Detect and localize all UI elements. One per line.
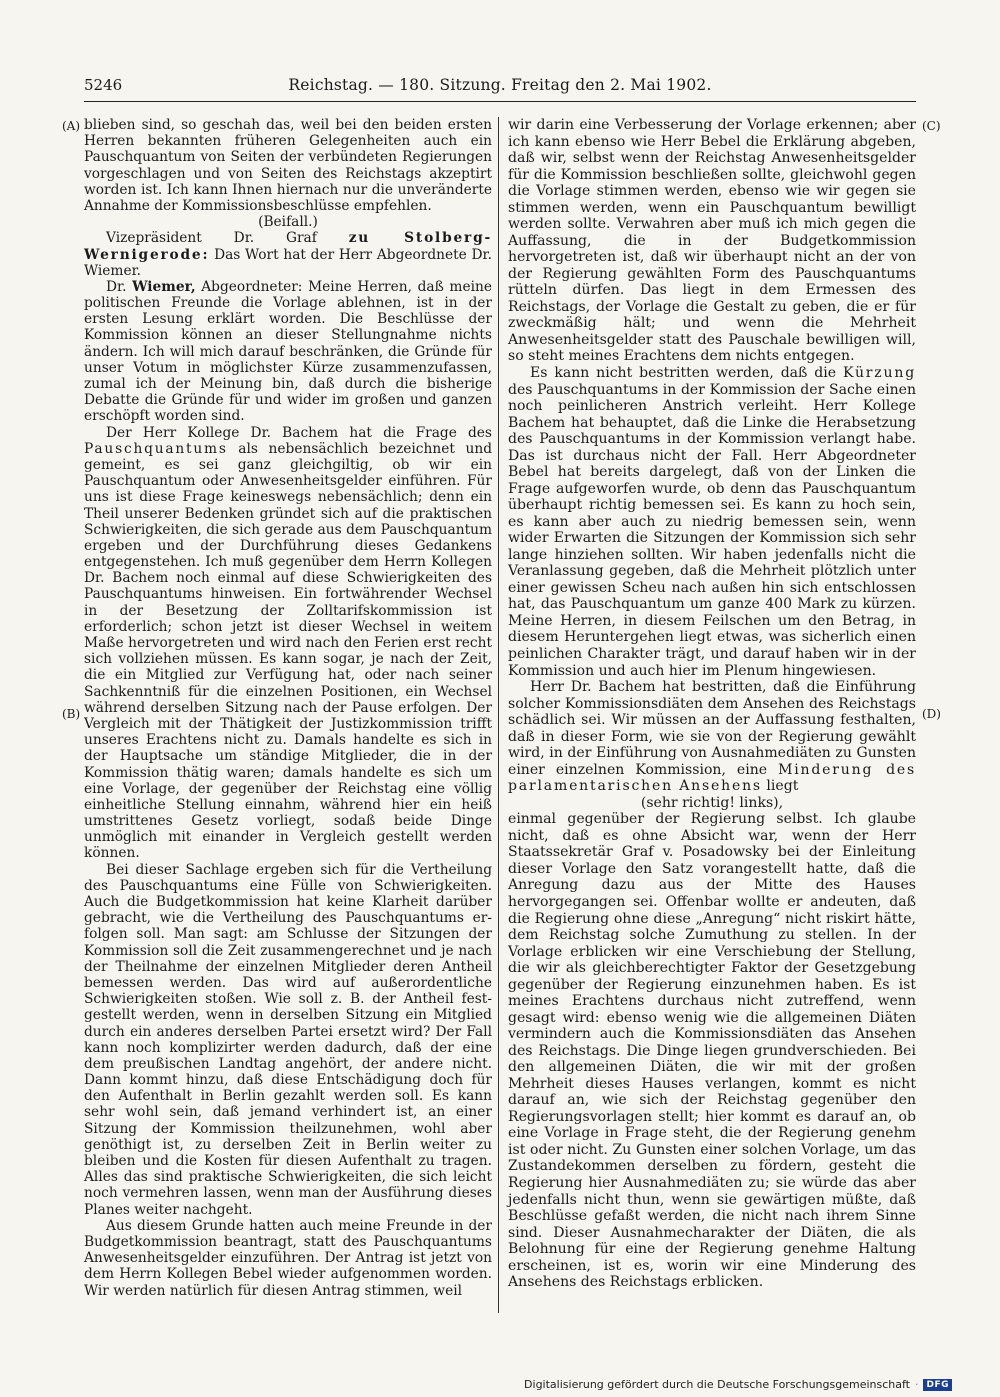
right-column	[508, 117, 916, 1291]
column-divider	[498, 117, 499, 1313]
interjection: (Beifall.)	[258, 214, 318, 231]
speaker-name: zu Stolberg-Wernigerode:	[84, 230, 492, 263]
footer-text: Digitalisierung gefördert durch die Deutsche Forschungsgemeinschaft	[524, 1378, 910, 1391]
paragraph: blieben sind, so geschah das, weil bei den beiden ersten Herren bekannten früheren Gelegenheiten auch ein Pauschquantum von Seiten der verbündeten Regierungen vorgeschlagen und von Seiten des Reichstags akzeptirt worden ist. Ich kann Ihnen hiernach nur die unveränderte Annahme der Kommissionsbeschlüsse empfehlen.	[84, 117, 492, 214]
paragraph: Es kann nicht bestritten werden, daß die Kürzung des Pauschquantums in der Kommission der Sache einen noch peinlicheren Anstrich verleiht. Herr Kollege Bachem hat behauptet, daß die Linke die Herabsetzung des Pauschquantums in der Kommission verlangt habe. Das ist durchaus nicht der Fall. Herr Abgeordneter Bebel hat bereits dargelegt, daß von der Linken die Frage aufgeworfen wurde, ob denn das Pauschquantum überhaupt richtig bemessen sei. Es kann zu hoch sein, es kann aber auch zu niedrig bemessen sein, wenn wider Erwarten die Sitzungen der Kommission sich sehr lange hinziehen sollten. Wir haben jedenfalls nicht die Veranlassung gegeben, daß die Mehrheit plötzlich unter einer gewissen Scheu nach außen hin sich entschlossen hat, das Pauschquantum um ganze 400 Mark zu kürzen. Meine Herren, in diesem Feilschen um den Betrag, in diesem Heruntergehen liegt etwas, was sicherlich einen peinlichen Charakter trägt, und darauf haben wir in der Kommission und auch hier im Plenum hingewiesen.	[508, 364, 916, 679]
header-rule	[84, 101, 916, 102]
paragraph: Aus diesem Grunde hatten auch meine Freunde in der Budgetkommission beantragt, statt des Pauschquantums Anwesenheitsgelder einzuführen. Der Antrag ist jetzt von dem Herrn Kollegen Bebel wieder aufgenommen worden. Wir werden natürlich für diesen Antrag stimmen, weil	[84, 1217, 492, 1299]
speaker-name: Wiemer,	[132, 278, 196, 295]
paragraph: wir darin eine Verbesserung der Vorlage erkennen; aber ich kann ebenso wie Herr Bebel die Erklärung abgeben, daß wir, selbst wenn der Reichstag Anwesenheitsgelder für die Kommission beschließen sollte, gleichwohl gegen die Vorlage stimmen werden, ebenso wie wir gegen sie stimmen werden, wenn ein Pauschquantum bewilligt werden sollte. Verwahren aber muß ich mich gegen die Auffassung, die in der Budgetkommission hervorgetreten ist, daß wir überhaupt nicht an der von der Regierung gewählten Form des Pauschquantums rütteln dürfen. Das liegt in dem Ermessen des Reichstags, der Vorlage die Gestalt zu geben, die er für zweckmäßig hält; und wenn die Mehrheit Anwesenheitsgelder statt des Pauschale bewilligen will, so steht meines Erachtens dem nichts entgegen.	[508, 117, 916, 365]
digitization-footer: Digitalisierung gefördert durch die Deutsche Forschungsgemeinschaft · DFG	[524, 1378, 952, 1391]
running-title: Reichstag. — 180. Sitzung. Freitag den 2. Mai 1902.	[288, 76, 712, 94]
margin-marker-b: (B)	[62, 707, 81, 721]
paragraph: einmal gegenüber der Regierung selbst. Ich glaube nicht, daß es ohne Absicht war, wenn der Herr Staatssekretär Graf v. Posadowsky bei der Einleitung dieser Vorlage den Satz vorangestellt hatte, daß die Anregung dazu aus der Mitte des Hauses hervorgegangen sei. Offenbar wollte er andeuten, daß die Regierung ohne diese „Anregung“ nicht riskirt hätte, dem Reichstag solche Zumuthung zu stellen. In der Vorlage erblicken wir eine Verschiebung der Stellung, die wir als gleichberechtigter Faktor der Gesetzgebung gegenüber der Regierung einzunehmen haben. Es ist meines Erachtens durchaus nicht zutreffend, wenn gesagt wird: ebenso wenig wie die allgemeinen Diäten vermindern auch die Kommissionsdiäten das Ansehen des Reichstags. Die Dinge liegen grundverschieden. Bei den allgemeinen Diäten, die wir mit der großen Mehrheit dieses Hauses verlangen, kommt es nicht darauf an, wie sich der Reichstag gegenüber den Regierungsvorlagen stellt; hier kommt es darauf an, ob eine Vorlage in Frage steht, die der Regierung genehm ist oder nicht. Zu Gunsten einer solchen Vorlage, um das Zustandekommen derselben zu fördern, gesteht die Regierung hier Ausnahmediäten zu; sie würde das aber jedenfalls nicht thun, wenn sie gewärtigen müßte, daß Beschlüsse gefaßt werden, die nicht nach ihrem Sinne sind. Dieser Ausnahmecharakter der Diäten, die als Belohnung für eine der Regierung genehme Haltung erscheinen, ist es, worin wir eine Minderung des Ansehens des Reichstags erblicken.	[508, 811, 916, 1291]
paragraph-vice-president: Vizepräsident Dr. Graf zu Stolberg-Wernigerode: Das Wort hat der Herr Abgeordnete Dr. Wiemer.	[84, 230, 492, 279]
paragraph: Bei dieser Sachlage ergeben sich für die Vertheilung des Pauschquantums eine Fülle von Schwierigkeiten. Auch die Budgetkommission hat keine Klarheit darüber gebracht, wie die Vertheilung des Pauschquantums erfolgen soll. Man sagt: am Schlusse der Sitzungen der Kommission soll die Zeit zusammengerechnet und je nach der Theilnahme der einzelnen Mitglieder deren Antheil bemessen werden. Das wird auf außerordentliche Schwierigkeiten stoßen. Wie soll z. B. der Antheil festgestellt werden, wenn in derselben Sitzung ein Mitglied durch ein anderes derselben Partei ersetzt wird? Der Fall kann noch komplizirter werden dadurch, daß der eine dem preußischen Landtag angehört, der andere nicht. Dann kommt hinzu, daß diese Entschädigung doch für den Aufenthalt in Berlin gezahlt werden soll. Es kann sehr wohl sein, daß jemand verhindert ist, an einer Sitzung der Kommission theilzunehmen, wohl aber genöthigt ist, zu derselben Zeit in Berlin weiter zu bleiben und die Kosten für diesen Aufenthalt zu tragen. Alles das sind praktische Schwierigkeiten, die sich leicht noch vermehren lassen, wenn man der Ausführung dieses Planes weiter nachgeht.	[84, 861, 492, 1218]
paragraph: Herr Dr. Bachem hat bestritten, daß die Einführung solcher Kommissionsdiäten dem Ansehen des Reichstags schädlich sei. Wir müssen an der Auffassung festhalten, daß in dieser Form, wie sie von der Regierung gewählt wird, in der Einführung von Ausnahmediäten zu Gunsten einer einzelnen Kommission, eine Minderung des parlamentarischen Ansehens liegt	[508, 679, 916, 795]
interjection: (sehr richtig! links),	[640, 794, 784, 811]
page-header	[84, 76, 916, 98]
page-number: 5246	[84, 76, 123, 94]
margin-marker-d: (D)	[922, 707, 941, 721]
paragraph: Der Herr Kollege Dr. Bachem hat die Frage des Pauschquantums als nebensächlich bezeichnet und gemeint, es sei ganz gleichgiltig, ob wir ein Pauschquantum oder Anwesenheitsgelder einführen. Für uns ist diese Frage keineswegs nebensächlich; denn ein Theil unserer Bedenken gründet sich auf die praktischen Schwierigkeiten, die sich gerade aus dem Pauschquantum ergeben und der Durchführung dieses Gedankens entgegenstehen. Ich muß gegenüber dem Herrn Kollegen Dr. Bachem noch einmal auf diese Schwierigkeiten des Pauschquantums hinweisen. Ein fortwährender Wechsel in der Besetzung der Zolltarifskommission ist erforderlich; schon jetzt ist dieser Wechsel in weitem Maße hervorgetreten und wird nach den Ferien erst recht sich vollziehen müssen. Es kann sogar, je nach der Zeit, die ein Mitglied zur Verfügung hat, oder nach seiner Sachkenntniß für die einzelnen Positionen, ein Wechsel während derselben Sitzung nach der Pause erfolgen. Der Vergleich mit der Thätigkeit der Justizkommission trifft unseres Erachtens nicht zu. Damals handelte es sich in der Hauptsache um ständige Mitglieder, die in der Kommission thätig waren; damals handelte es sich um eine Vorlage, der gegenüber der Reichstag eine völlig einheitliche Stellung einnahm, während hier ein heiß umstrittenes Gesetz vorliegt, sodaß beide Dinge unmöglich mit einander in Vergleich gestellt werden können.	[84, 424, 492, 862]
margin-marker-c: (C)	[922, 119, 941, 133]
dfg-logo: DFG	[923, 1379, 952, 1391]
paragraph-wiemer: Dr. Wiemer, Abgeordneter: Meine Herren, daß meine politischen Freunde die Vorlage ablehnen, ist in der ersten Lesung erklärt worden. Die Beschlüsse der Kommission können an dieser Stellungnahme nichts ändern. Ich will mich darauf beschränken, die Gründe für unser Votum in möglichster Kürze zusammenzufassen, zumal ich der Meinung bin, daß durch die bisherige Debatte die Gründe für und wider im großen und ganzen erschöpft worden sind.	[84, 278, 492, 425]
margin-marker-a: (A)	[62, 119, 81, 133]
left-column	[84, 117, 492, 1299]
